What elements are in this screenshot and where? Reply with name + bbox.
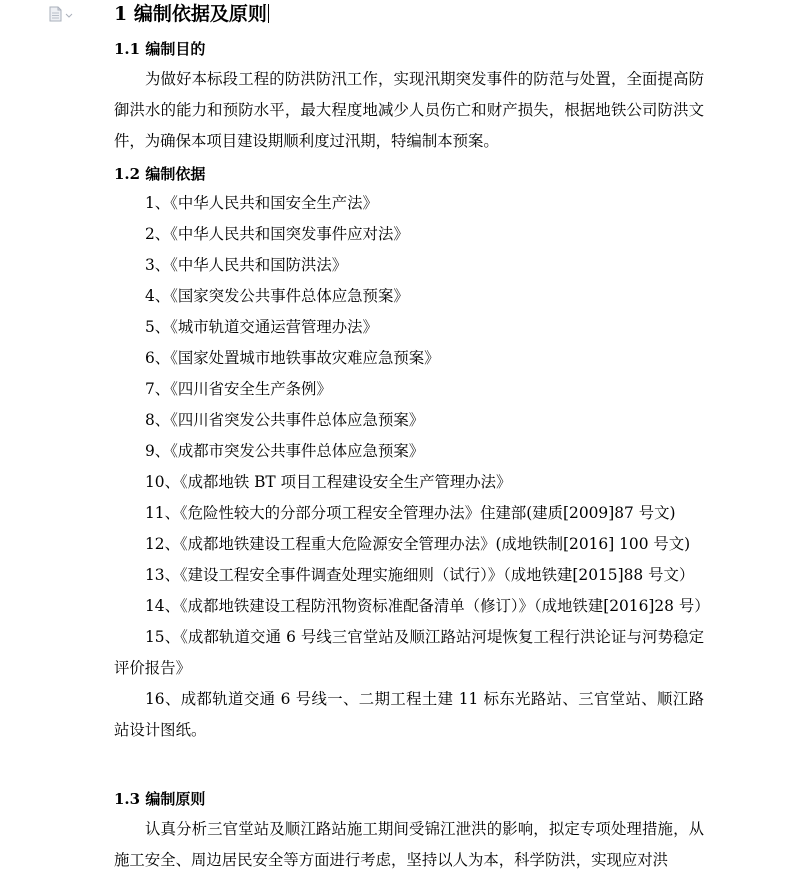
reference-item: 8、《四川省突发公共事件总体应急预案》 — [145, 411, 425, 429]
document-icon — [48, 6, 76, 22]
section-title-basis: 1.2 编制依据 — [114, 165, 206, 183]
section-title-principles: 1.3 编制原则 — [114, 790, 206, 808]
reference-item: 9、《成都市突发公共事件总体应急预案》 — [145, 442, 425, 460]
reference-item: 2、《中华人民共和国突发事件应对法》 — [145, 225, 409, 243]
reference-list — [114, 188, 710, 746]
purpose-paragraph: 为做好本标段工程的防洪防汛工作，实现汛期突发事件的防范与处置，全面提高防御洪水的能力和预防水平，最大程度地减少人员伤亡和财产损失，根据地铁公司防洪文件，为确保本项目建设期顺利度过汛期，特编制本预案。 — [114, 70, 704, 150]
reference-item: 11、《危险性较大的分部分项工程安全管理办法》住建部(建质[2009]87 号文) — [145, 504, 676, 522]
text-cursor — [268, 4, 269, 23]
heading-1[interactable] — [114, 2, 269, 26]
reference-item: 4、《国家突发公共事件总体应急预案》 — [145, 287, 409, 305]
reference-item: 14、《成都地铁建设工程防汛物资标准配备清单（修订）》（成地铁建[2016]28 号） — [145, 597, 710, 615]
principles-paragraph: 认真分析三官堂站及顺江路站施工期间受锦江泄洪的影响，拟定专项处理措施，从施工安全、周边居民安全等方面进行考虑，坚持以人为本，科学防洪，实现应对洪 — [114, 820, 704, 869]
reference-item: 1、《中华人民共和国安全生产法》 — [145, 194, 378, 212]
reference-item: 15、《成都轨道交通 6 号线三官堂站及顺江路站河堤恢复工程行洪论证与河势稳定评价报告》 — [114, 628, 704, 677]
reference-item: 13、《建设工程安全事件调查处理实施细则（试行）》（成地铁建[2015]88 号文） — [145, 566, 695, 584]
document-outline-button[interactable] — [48, 6, 76, 22]
reference-item: 5、《城市轨道交通运营管理办法》 — [145, 318, 378, 336]
reference-item: 3、《中华人民共和国防洪法》 — [145, 256, 348, 274]
reference-item: 7、《四川省安全生产条例》 — [145, 380, 332, 398]
reference-item: 12、《成都地铁建设工程重大危险源安全管理办法》(成地铁制[2016] 100 号文) — [145, 535, 691, 553]
section-title-purpose: 1.1 编制目的 — [114, 40, 206, 58]
reference-item: 10、《成都地铁 BT 项目工程建设安全生产管理办法》 — [145, 473, 512, 491]
chevron-down-icon — [66, 14, 72, 17]
reference-item: 16、成都轨道交通 6 号线一、二期工程土建 11 标东光路站、三官堂站、顺江路站设计图纸。 — [114, 690, 704, 739]
reference-item: 6、《国家处置城市地铁事故灾难应急预案》 — [145, 349, 440, 367]
heading-1-text: 1 编制依据及原则 — [114, 3, 267, 25]
